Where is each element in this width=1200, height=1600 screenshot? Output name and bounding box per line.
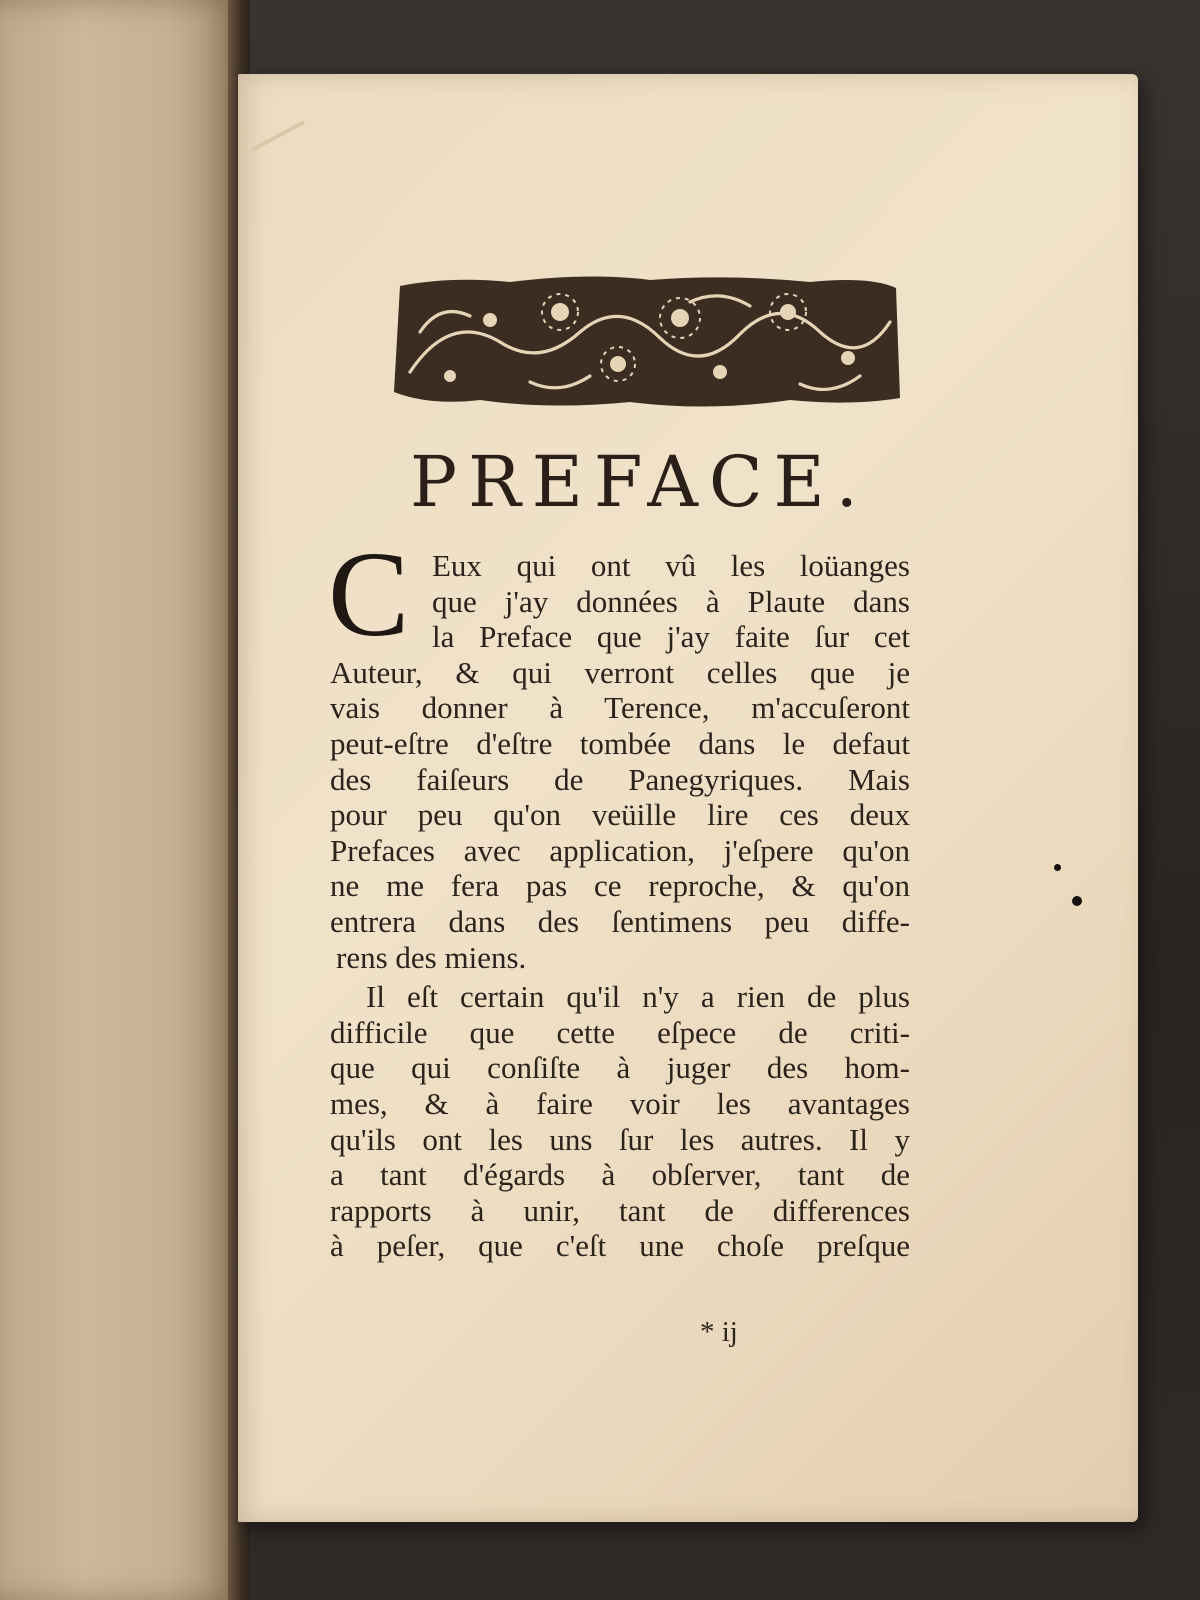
text-line: qu'ils ont les uns ſur les autres. Il y bbox=[330, 1121, 910, 1157]
signature-mark: * ij bbox=[700, 1316, 738, 1348]
text-line: pour peu qu'on veüille lire ces deux bbox=[330, 797, 910, 833]
text-line: entrera dans des ſentimens peu diffe- bbox=[330, 903, 910, 939]
text-line: rens des miens. bbox=[336, 939, 527, 975]
text-line: des faiſeurs de Panegyriques. Mais bbox=[330, 761, 910, 797]
left-page bbox=[0, 0, 240, 1600]
ink-speck bbox=[1072, 896, 1082, 906]
text-line: que j'ay données à Plaute dans bbox=[432, 583, 910, 619]
preface-text bbox=[328, 527, 910, 1264]
text-line: Auteur, & qui verront celles que je bbox=[330, 654, 910, 690]
text-line: à peſer, que c'eſt une choſe preſque bbox=[330, 1228, 910, 1264]
text-line: que qui conſiſte à juger des hom- bbox=[330, 1050, 910, 1086]
text-line: Eux qui ont vû les loüanges bbox=[432, 548, 910, 583]
text-line: la Preface que j'ay faite ſur cet bbox=[432, 619, 910, 655]
text-line: mes, & à faire voir les avantages bbox=[330, 1085, 910, 1121]
page-title: PREFACE. bbox=[410, 441, 869, 523]
text-line: difficile que cette eſpece de criti- bbox=[330, 1014, 910, 1050]
text-line: a tant d'égards à obſerver, tant de bbox=[330, 1157, 910, 1193]
text-line: ne me fera pas ce reproche, & qu'on bbox=[330, 868, 910, 904]
floral-headpiece-ornament bbox=[390, 272, 910, 420]
text-line: rapports à unir, tant de differences bbox=[330, 1192, 910, 1228]
text-line: Il eſt certain qu'il n'y a rien de plus bbox=[366, 979, 910, 1015]
text-line: vais donner à Terence, m'accuſeront bbox=[330, 690, 910, 726]
ink-speck bbox=[1054, 864, 1061, 871]
drop-cap: C bbox=[328, 527, 410, 662]
text-line: peut-eſtre d'eſtre tombée dans le defaut bbox=[330, 725, 910, 761]
text-line: Prefaces avec application, j'eſpere qu'on bbox=[330, 832, 910, 868]
